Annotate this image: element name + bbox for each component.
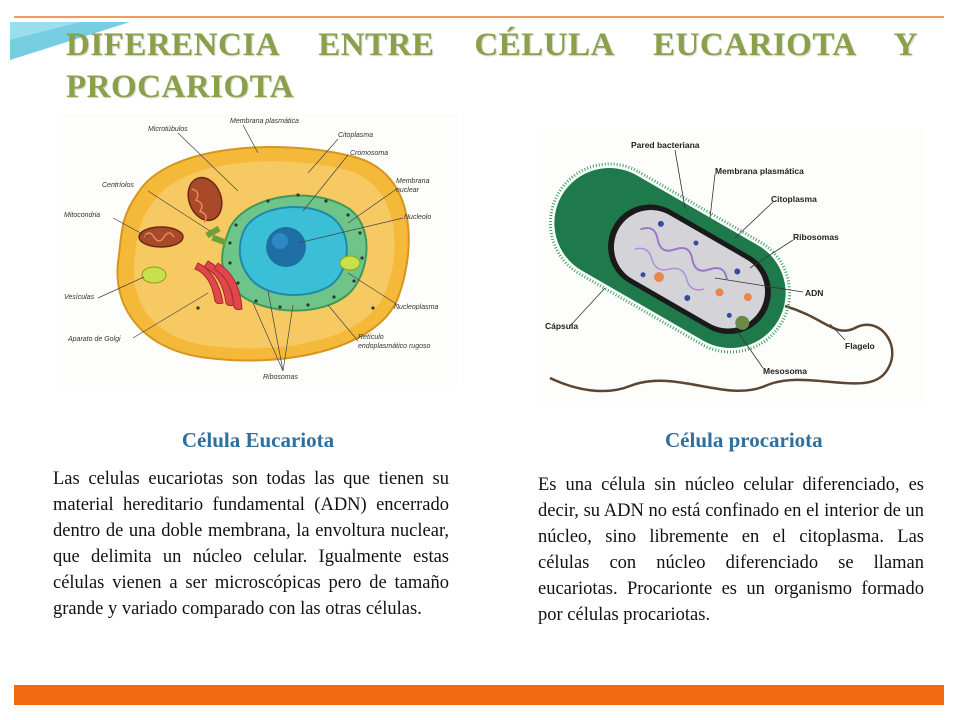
- label-membrana-nuclear-1: Membrana: [396, 178, 430, 185]
- label-mesosoma: Mesosoma: [763, 366, 807, 376]
- prokaryote-cell-illustration: [535, 128, 925, 406]
- label-membrana-nuclear-2: nuclear: [396, 187, 419, 194]
- top-rule: [14, 16, 944, 18]
- label-citoplasma-pro: Citoplasma: [771, 194, 817, 204]
- label-ribosomas: Ribosomas: [263, 374, 299, 381]
- label-nucleoplasma: Nucleoplasma: [394, 304, 439, 311]
- label-adn: ADN: [805, 288, 824, 298]
- prokaryote-description: Es una célula sin núcleo celular diferenciado, es decir, su ADN no está confinado en el interior de un núcleo, sino libremente en el citoplasma. Las células con núcleo diferenciado se llaman eucariotas. Procarionte es un organismo formado por células procariotas.: [538, 475, 924, 625]
- label-reticulo-2: endoplasmático rugoso: [358, 343, 431, 350]
- label-pared-bacteriana: Pared bacteriana: [631, 140, 700, 150]
- label-mitocondria: Mitocondria: [64, 212, 101, 219]
- eukaryote-heading: Célula Eucariota: [181, 428, 335, 452]
- label-vesiculas: Vesículas: [64, 294, 95, 301]
- label-centriolos: Centríolos: [102, 182, 134, 189]
- prokaryote-heading: Célula procariota: [665, 428, 823, 452]
- label-membrana-plasmatica: Membrana plasmática: [230, 118, 299, 125]
- eukaryote-cell-illustration: [58, 113, 458, 390]
- label-citoplasma: Citoplasma: [338, 132, 374, 139]
- label-nucleolo: Nucleolo: [404, 214, 432, 221]
- label-golgi: Aparato de Golgi: [68, 336, 121, 343]
- label-capsula: Cápsula: [545, 321, 579, 331]
- slide-title: DIFERENCIA ENTRE CÉLULA EUCARIOTA Y PROCARIOTA: [66, 27, 918, 105]
- bottom-bar: [14, 685, 944, 705]
- label-flagelo: Flagelo: [845, 341, 875, 351]
- label-reticulo-1: Retículo: [358, 334, 384, 341]
- label-ribosomas-pro: Ribosomas: [793, 232, 839, 242]
- eukaryote-description: Las celulas eucariotas son todas las que tienen su material hereditario fundamental (ADN) encerrado dentro de una doble membrana, la envoltura nuclear, que delimita un núcleo celular. Igualmente estas células vienen a ser microscópicas pero de tamaño grande y variado comparado con las otras células.: [53, 469, 449, 619]
- label-membrana-plasmatica-pro: Membrana plasmática: [715, 166, 804, 176]
- label-microtubulos: Microtúbulos: [148, 126, 188, 133]
- label-cromosoma: Cromosoma: [350, 150, 389, 157]
